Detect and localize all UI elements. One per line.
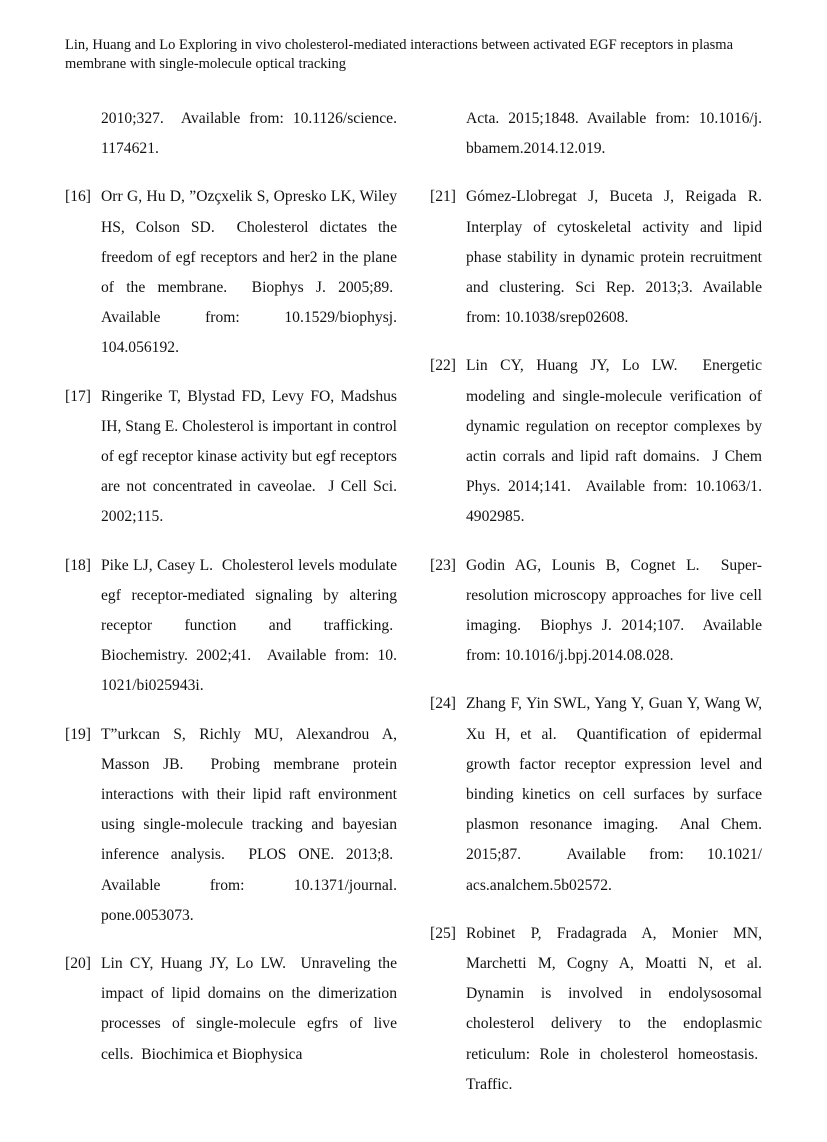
reference-number: [16] [65,188,91,206]
reference-16 [65,182,397,363]
reference-continuation [430,104,762,164]
reference-number: [25] [430,924,456,942]
reference-text: T”urkcan S, Richly MU, Alexandrou A, Masson JB. Probing membrane protein interactions with their lipid raft environment using single-molecule tracking and bayesian inference analysis. PLOS ONE. 2013;8. Available from: 10.1371/journal. pone.0053073. [101,725,397,924]
reference-19 [65,720,397,931]
reference-number: [21] [430,188,456,206]
reference-text: Robinet P, Fradagrada A, Monier MN, Marchetti M, Cogny A, Moatti N, et al. Dynamin is involved in endolysosomal cholesterol delivery to the endoplasmic reticulum: Role in cholesterol homeostasis. Traffic. [466,924,762,1093]
reference-text: Gómez-Llobregat J, Buceta J, Reigada R. Interplay of cytoskeletal activity and lipid phase stability in dynamic protein recruitment and clustering. Sci Rep. 2013;3. Available from: 10.1038/srep02608. [466,188,762,327]
reference-text: Godin AG, Lounis B, Cognet L. Super-resolution microscopy approaches for live cell imaging. Biophys J. 2014;107. Available from: 10.1016/j.bpj.2014.08.028. [466,556,762,665]
reference-17 [65,382,397,533]
reference-number: [20] [65,955,91,973]
reference-text: Orr G, Hu D, ”Ozçxelik S, Opresko LK, Wiley HS, Colson SD. Cholesterol dictates the freedom of egf receptors and her2 in the plane of the membrane. Biophys J. 2005;89. Available from: 10.1529/biophysj. 104.056192. [101,188,397,357]
reference-text: Lin CY, Huang JY, Lo LW. Unraveling the impact of lipid domains on the dimerization processes of single-molecule egfrs of live cells. Biochimica et Biophysica [101,955,397,1063]
reference-number: [24] [430,695,456,713]
right-column [430,104,762,1118]
reference-text: Pike LJ, Casey L. Cholesterol levels modulate egf receptor-mediated signaling by altering receptor function and trafficking. Biochemistry. 2002;41. Available from: 10. 1021/bi025943i. [101,556,397,695]
reference-text: Zhang F, Yin SWL, Yang Y, Guan Y, Wang W, Xu H, et al. Quantification of epidermal growth factor receptor expression level and binding kinetics on cell surfaces by surface plasmon resonance imaging. Anal Chem. 2015;87. Available from: 10.1021/ acs.analchem.5b02572. [466,695,762,894]
reference-number: [23] [430,556,456,574]
reference-20 [65,949,397,1070]
reference-21 [430,182,762,333]
reference-text: 2010;327. Available from: 10.1126/science. 1174621. [101,110,397,158]
reference-22 [430,351,762,532]
reference-number: [22] [430,357,456,375]
reference-number: [18] [65,556,91,574]
reference-continuation [65,104,397,164]
reference-18 [65,551,397,702]
reference-number: [17] [65,387,91,405]
reference-text: Acta. 2015;1848. Available from: 10.1016/j. bbamem.2014.12.019. [466,110,762,158]
reference-text: Lin CY, Huang JY, Lo LW. Energetic modeling and single-molecule verification of dynamic regulation on receptor complexes by actin corrals and lipid raft domains. J Chem Phys. 2014;141. Available from: 10.1063/1. 4902985. [466,357,762,526]
reference-24 [430,689,762,900]
left-column [65,104,397,1088]
running-header: Lin, Huang and Lo Exploring in vivo cholesterol-mediated interactions between activated EGF receptors in plasma membrane with single-molecule optical tracking [65,37,734,72]
reference-25 [430,919,762,1100]
reference-number: [19] [65,725,91,743]
reference-text: Ringerike T, Blystad FD, Levy FO, Madshus IH, Stang E. Cholesterol is important in control of egf receptor kinase activity but egf receptors are not concentrated in caveolae. J Cell Sci. 2002;115. [101,387,397,526]
reference-23 [430,551,762,672]
